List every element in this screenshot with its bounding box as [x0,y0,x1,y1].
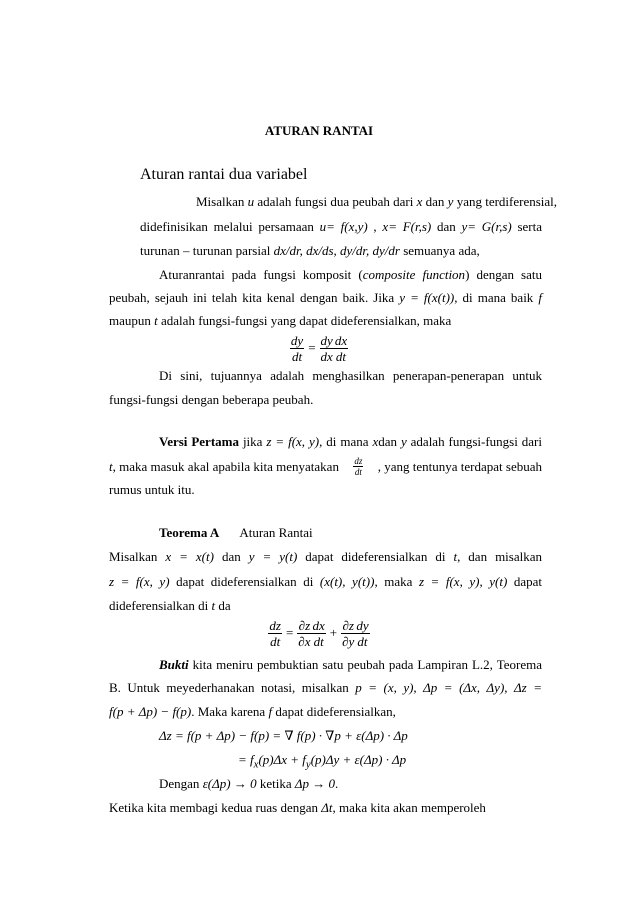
equals-sign: = [308,340,316,355]
paragraph-line: maupun t adalah fungsi-fungsi yang dapat dideferensialkan, maka [109,313,452,328]
equation-line: = $f_x(p)\Delta x + f_y(p)\Delta y + \varepsilon(\Delta p) \cdot \Delta p$ [238,752,407,771]
paragraph-line: peubah, sejauh ini telah kita kenal dengan baik. Jika y = f(x(t)), di mana baik f [109,290,542,305]
fraction: $\frac{\partial z}{\partial x}$ [298,617,311,649]
paragraph-line: dideferensialkan di t da [109,598,231,613]
paragraph-line: didefinisikan melalui persamaan u= f(x,y) , x= F(r,s) dan y= G(r,s) serta [140,219,542,234]
fraction: $\frac{dy}{dx}$ [320,332,333,364]
paragraph-line: Ketika kita membagi kedua ruas dengan Δt, maka kita akan memperoleh [109,800,486,815]
paragraph-line: t, maka masuk akal apabila kita menyatakan $\frac{dz}{dt}$ , yang tentunya terdapat sebuah [109,456,542,477]
plus-sign: + [329,625,338,640]
paragraph-line: B. Untuk meyederhanakan notasi, misalkan p = (x, y), Δp = (Δx, Δy), Δz = [109,680,542,695]
paragraph-line: Dengan ε(Δp) → 0 ketika Δp → 0. [159,776,339,791]
equation-chain-rule-single [0,332,638,364]
equals-sign: = [285,625,294,640]
fraction: $\frac{dy}{dt}$ [356,617,369,649]
paragraph-line: fungsi-fungsi dengan beberapa peubah. [109,392,314,407]
paragraph-line: Versi Pertama jika z = f(x, y), di mana xdan y adalah fungsi-fungsi dari [159,434,543,449]
paragraph-line: Di sini, tujuannya adalah menghasilkan penerapan-penerapan untuk [159,368,542,383]
fraction: $\frac{dx}{dt}$ [334,332,348,364]
paragraph-line: z = f(x, y) dapat dideferensialkan di (x(t), y(t)), maka z = f(x, y), y(t) dapat [109,574,543,589]
page-title: ATURAN RANTAI [264,123,374,138]
paragraph-line: Misalkan u adalah fungsi dua peubah dari x dan y yang terdiferensial, [196,194,558,209]
fraction: $\frac{dy}{dt}$ [290,332,304,364]
fraction: $\frac{dx}{dt}$ [312,617,325,649]
fraction: $\frac{\partial z}{\partial y}$ [342,617,355,649]
paragraph-line: Bukti kita meniru pembuktian satu peubah pada Lampiran L.2, Teorema [159,657,542,672]
equation-line: Δz = f(p + Δp) − f(p) = ∇ f(p) · ∇p + ε(Δp) · Δp [159,728,408,743]
paragraph-line: Aturanrantai pada fungsi komposit (composite function) dengan satu [159,267,542,282]
fraction: $\frac{dz}{dt}$ [269,617,281,649]
paragraph-line: Misalkan x = x(t) dan y = y(t) dapat dideferensialkan di t, dan misalkan [109,549,542,564]
paragraph-line: f(p + Δp) − f(p). Maka karena f dapat dideferensialkan, [109,704,396,719]
section-heading: Aturan rantai dua variabel [140,166,308,183]
theorem-heading: Teorema A Aturan Rantai [159,525,313,540]
fraction-dz-dt: $\frac{dz}{dt}$ [354,456,363,477]
paragraph-line: rumus untuk itu. [109,482,195,497]
equation-chain-rule-two-var [0,617,638,649]
paragraph-line: turunan – turunan parsial dx/dr, dx/ds, dy/dr, dy/dr semuanya ada, [140,243,480,258]
